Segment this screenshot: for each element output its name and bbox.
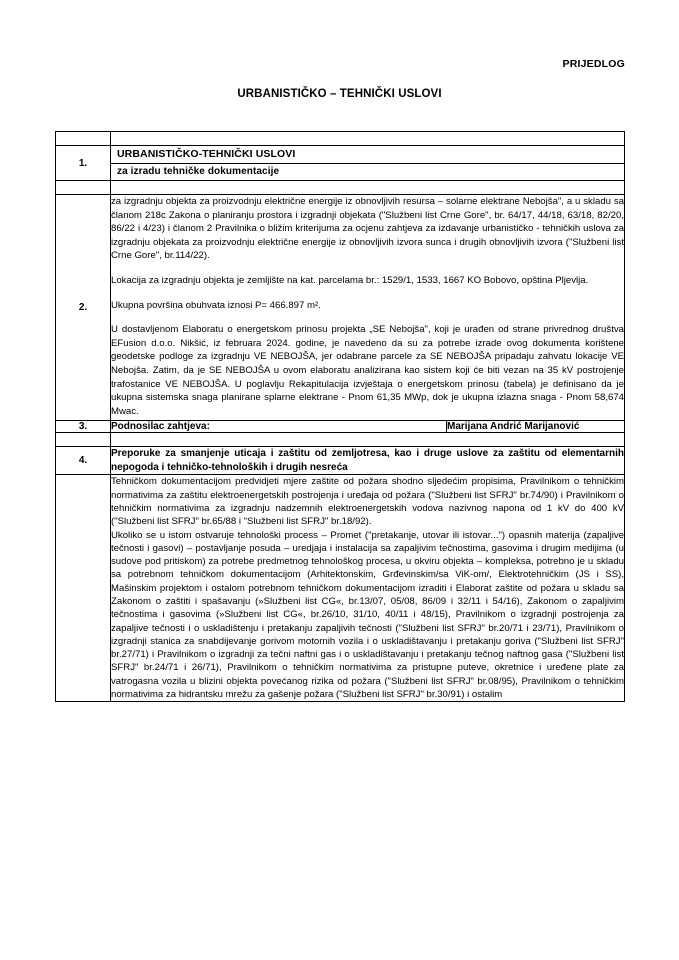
table-row [56,146,625,181]
row-content-cell [111,132,625,146]
uslovi-heading-primary: URBANISTIČKO-TEHNIČKI USLOVI [111,146,624,164]
applicant-row [111,421,624,432]
row-content-cell [111,181,625,195]
table-row [56,181,625,195]
paragraph: za izgradnju objekta za proizvodnju električne energije iz obnovljivih resursa – solarne elektrane Nebojša", a u skladu sa članom 218c Zakona o planiranju prostora i izgradnji objekata ("Službeni list Crne Gore", br. 64/17, 44/18, 63/18, 82/20, 86/22 i 4/23) i članom 2 Pravilnika o bližim kriterijuma za ocjenu zahtjeva za izdavanje urbanističko - tehničkih uslova za izgradnju objekata za proizvodnju električne energije iz obnovljivih izvora sunca i drugih obnovljivih izvora ("Službeni list Crne Gore", br.114/22). [111,196,624,262]
paragraph: U dostavljenom Elaboratu o energetskom prinosu projekta „SE Nebojša", koji je urađen od strane privrednog društva EFusion d.o.o. Nikšić, iz februara 2024. godine, je navedeno da su za potrebe izrade ovog dokumenta korištene geodetske podloge za izgradnju VE NEBOJŠA, jer odabrane parcele za SE NEBOJŠA pripadaju zahvatu lokacije VE Nebojša. Zatim, da je SE NEBOJŠA u ovom elaboratu analizirana kao sistem koji će biti vezan na 35 kV postrojenje trafostanice VE NEBOJŠA. U poglavlju Rekapitulacija izvještaja o energetskom prinosu (tabela) je definisano da je ukupna sistemska snaga planirane splarne elektrane - Pnom 61,35 MWp, dok je ukupna izlazna snaga - Pnom 58,674 Mwac. [111,324,624,417]
applicant-label: Podnosilac zahtjeva: [111,421,447,432]
row-content-cell [111,146,625,181]
row-number-cell: 4. [56,447,111,475]
paragraph: Tehničkom dokumentacijom predvidjeti mjere zaštite od požara shodno sljedećim propisima, Pravilnikom o tehničkim normativima za zaštitu elektroenergetskih postrojenja i uređaja od požara ("Službeni list SFRJ" br.74/90) i Pravilnikom o tehničkim normativima za izgradnju nadzemnih elektroenergetskih vodova nazivnog napona od 1 kV do 400 kV ("Službeni list SFRJ" br.65/88 i "Službeni list SFRJ" br.18/92). [111,476,624,528]
row-number-cell [56,433,111,447]
row-content-cell [111,433,625,447]
uslovi-heading-secondary: za izradu tehničke dokumentacije [117,166,280,177]
paragraph: Ukupna površina obuhvata iznosi P= 466.897 m². [111,299,321,311]
paragraph: Lokacija za izgradnju objekta je zemljište na kat. parcelama br.: 1529/1, 1533, 1667 KO Bobovo, opština Pljevlja. [111,274,589,286]
row-content-cell [111,421,625,433]
row-number-cell: 3. [56,421,111,433]
proposal-label: PRIJEDLOG [562,58,625,70]
row-number-cell: 1. [56,146,111,181]
uslovi-table [55,131,625,702]
table-row [56,195,625,421]
applicant-value: Marijana Andrić Marijanović [447,421,580,433]
table-row [56,447,625,475]
row-content-cell [111,475,625,702]
paragraph: Ukoliko se u istom ostvaruje tehnološki process – Promet ("pretakanje, utovar ili istovar...") opasnih materija (zapaljive tečnosti i gasovi) – postavljanje posuda – uredjaja i instalacija sa zapaljivim tečnostima, gasovima i drugim medijima (u sudove pod pritiskom) za potrebe predmetnog tehnološkog procesa, u okviru objekta – kompleksa, potrebno je u skladu sa potrebnom tehničkom dokumentacijom (Arhitektonskim, Grđevinskim/sa ViK-om/, Elektrotehničkim (JS i SS), Mašinskim projektom i ostalom potrebnom tehničkom dokumentacijom izraditi i Elaborat zaštite od požara u skladu sa Zakonom o zaštiti i spašavanju (»Službeni list CG«, br.13/07, 05/08, 86/09 i 32/11 i 54/16), Zakonom o zapaljivim tečnostima i gasovima (»Službeni list CG«, br.26/10, 31/10, 40/11 i 48/15), Pravilnikom o izgradnji postrojenja za zapaljive tečnosti i o uskladištenju i pretakanju zapaljivih tečnosti ("Službeni list SFRJ" br.20/71 i 23/71), Pravilnikom o izgradnji stanica za snabdijevanje gorivom motornih vozila i o uskladištavanju i pretakanju goriva ("Službeni list SFRJ" br.27/71) i Pravilnikom o izgradnji za tečni naftni gas i o uskladištavanju i pretakanju tečnog naftnog gasa ("Službeni list SFRJ" br.24/71 i 26/71), Pravilnikom o tehničkim normativima za pristupne puteve, okretnice i uređene plate za vatrogasna vozila u blizini objekta povećanog rizika od požara ("Službeni list SFRJ" br.08/95), Pravilnikom o tehničkim normativima za hidrantsku mrežu za gašenje požara ("Službeni list SFRJ" br.30/91) i ostalim [111,529,624,701]
recommendations-heading: Preporuke za smanjenje uticaja i zaštitu od zemljotresa, kao i druge uslove za zaštitu od elementarnih nepogoda i tehničko-tehnoloških i drugih nesreća [111,448,624,473]
table-row [56,475,625,702]
applicant-subtable [111,421,624,432]
row-number-cell [56,132,111,146]
table-row [56,132,625,146]
row-number-cell: 2. [56,195,111,421]
row-number-cell [56,475,111,702]
row-content-cell [111,195,625,421]
table-row [56,421,625,433]
row-number-cell [56,181,111,195]
page-title: URBANISTIČKO – TEHNIČKI USLOVI [237,88,442,100]
table-row [56,433,625,447]
